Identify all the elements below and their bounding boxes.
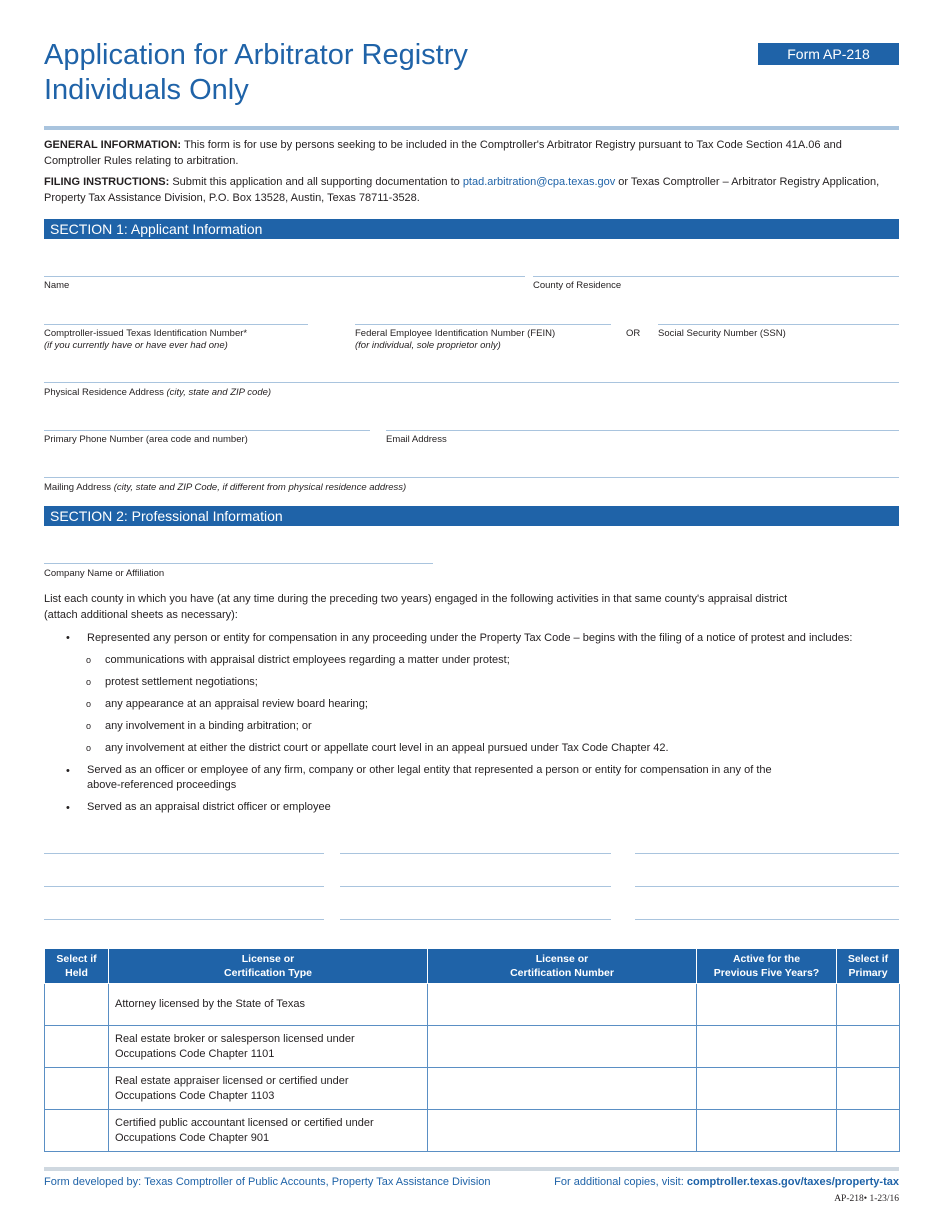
footer-developed-by: Form developed by: Texas Comptroller of Public Accounts, Property Tax Assistance Division [44, 1176, 491, 1188]
county-entry-field[interactable] [340, 853, 611, 854]
license-type-cell [109, 1068, 428, 1110]
select-held-cell[interactable] [45, 984, 109, 1026]
fein-label-group [355, 328, 555, 352]
mailing-address-sublabel: (city, state and ZIP Code, if different from physical residence address) [113, 482, 407, 493]
col-header-primary-line-1: Select if [847, 953, 889, 965]
title-line-2: Individuals Only [44, 74, 249, 106]
col-header-number [428, 949, 697, 984]
bullet-mark-3: • [66, 802, 70, 814]
license-type-line-1: Real estate broker or salesperson licensed under [115, 1032, 355, 1045]
county-entry-field[interactable] [635, 853, 899, 854]
phone-field[interactable] [44, 430, 370, 431]
license-number-cell[interactable] [428, 1110, 697, 1152]
county-entry-field[interactable] [340, 886, 611, 887]
mailing-address-field[interactable] [44, 477, 899, 478]
table-row [45, 984, 900, 1026]
general-information [44, 137, 899, 169]
county-entry-field[interactable] [340, 919, 611, 920]
general-info-text: This form is for use by persons seeking to be included in the Comptroller's Arbitrator Registry pursuant to Tax Code Section 41A.06 and Comptroller Rules relating to arbitration. [44, 139, 842, 167]
select-primary-cell[interactable] [837, 1026, 900, 1068]
county-entry-field[interactable] [44, 853, 324, 854]
license-number-cell[interactable] [428, 1026, 697, 1068]
sub-mark-4: o [86, 721, 92, 731]
select-held-cell[interactable] [45, 1068, 109, 1110]
name-label: Name [44, 280, 70, 291]
bullet-item-1: Represented any person or entity for compensation in any proceeding under the Property Tax Code – begins with the filing of a notice of protest and includes: [87, 632, 853, 644]
bullet-item-2-line-1: Served as an officer or employee of any firm, company or other legal entity that represented a person or entity for compensation in any of the [87, 764, 772, 776]
physical-address-field[interactable] [44, 382, 899, 383]
col-header-active [697, 949, 837, 984]
company-label: Company Name or Affiliation [44, 568, 165, 579]
county-entry-field[interactable] [44, 919, 324, 920]
license-type-cell [109, 984, 428, 1026]
license-type-line-1: Certified public accountant licensed or certified under [115, 1116, 374, 1129]
col-header-select-held-line-2: Held [65, 967, 88, 979]
bullet-mark-1: • [66, 632, 70, 644]
footer-form-code: AP-218• 1-23/16 [834, 1194, 899, 1204]
license-number-cell[interactable] [428, 984, 697, 1026]
county-label: County of Residence [533, 280, 622, 291]
footer-divider [44, 1167, 899, 1171]
county-entry-field[interactable] [635, 886, 899, 887]
general-info-label: GENERAL INFORMATION: [44, 139, 182, 151]
county-entry-field[interactable] [44, 886, 324, 887]
sub-item-1: communications with appraisal district employees regarding a matter under protest; [105, 654, 510, 666]
active-five-years-cell[interactable] [697, 1026, 837, 1068]
select-held-cell[interactable] [45, 1110, 109, 1152]
bullet-item-2 [87, 763, 902, 793]
bullet-mark-2: • [66, 765, 70, 777]
ssn-field[interactable] [658, 324, 899, 325]
select-primary-cell[interactable] [837, 984, 900, 1026]
fein-sublabel: (for individual, sole proprietor only) [355, 340, 501, 351]
col-header-active-line-1: Active for the [732, 953, 801, 965]
email-label: Email Address [386, 434, 447, 445]
license-table [44, 948, 900, 1152]
license-number-cell[interactable] [428, 1068, 697, 1110]
filing-instructions [44, 174, 899, 206]
active-five-years-cell[interactable] [697, 984, 837, 1026]
sub-mark-3: o [86, 699, 92, 709]
sub-item-5: any involvement at either the district court or appellate court level in an appeal pursued under Tax Code Chapter 42. [105, 742, 669, 754]
col-header-primary [837, 949, 900, 984]
tin-field[interactable] [44, 324, 308, 325]
filing-text-before: Submit this application and all supporting documentation to [172, 176, 460, 188]
bullet-item-3: Served as an appraisal district officer or employee [87, 801, 331, 813]
col-header-active-line-2: Previous Five Years? [713, 967, 820, 979]
license-table-header [45, 949, 900, 984]
license-type-line-2: Occupations Code Chapter 1103 [115, 1089, 275, 1102]
table-row [45, 1026, 900, 1068]
form-id-badge: Form AP-218 [758, 43, 899, 65]
physical-address-label-group [44, 387, 271, 399]
sub-mark-2: o [86, 677, 92, 687]
physical-address-sublabel: (city, state and ZIP code) [166, 387, 272, 398]
active-five-years-cell[interactable] [697, 1068, 837, 1110]
counties-intro [44, 591, 899, 623]
select-primary-cell[interactable] [837, 1068, 900, 1110]
col-header-type-line-2: Certification Type [224, 967, 312, 979]
phone-label: Primary Phone Number (area code and number) [44, 434, 248, 445]
sub-item-2: protest settlement negotiations; [105, 676, 258, 688]
col-header-number-line-2: Certification Number [510, 967, 614, 979]
mailing-address-label-group [44, 482, 406, 494]
select-held-cell[interactable] [45, 1026, 109, 1068]
license-type-line-2: Occupations Code Chapter 1101 [115, 1047, 275, 1060]
physical-address-label: Physical Residence Address [44, 387, 164, 398]
select-primary-cell[interactable] [837, 1110, 900, 1152]
license-type-line-1: Real estate appraiser licensed or certified under [115, 1074, 349, 1087]
active-five-years-cell[interactable] [697, 1110, 837, 1152]
counties-intro-line-2: (attach additional sheets as necessary): [44, 609, 238, 621]
footer-copies-prefix: For additional copies, visit: [554, 1176, 684, 1188]
title-line-1: Application for Arbitrator Registry [44, 39, 468, 71]
header-divider [44, 126, 899, 130]
tin-label: Comptroller-issued Texas Identification Number* [44, 328, 248, 339]
filing-email-link[interactable]: ptad.arbitration@cpa.texas.gov [462, 176, 616, 188]
license-type-cell [109, 1026, 428, 1068]
license-type-line-1: Attorney licensed by the State of Texas [115, 998, 305, 1010]
col-header-select-held [45, 949, 109, 984]
mailing-address-label: Mailing Address [44, 482, 112, 493]
col-header-number-line-1: License or [535, 953, 589, 965]
fein-label: Federal Employee Identification Number (FEIN) [355, 328, 556, 339]
form-title [44, 38, 468, 108]
name-field[interactable] [44, 276, 525, 277]
tin-sublabel: (if you currently have or have ever had one) [44, 340, 228, 351]
table-row [45, 1110, 900, 1152]
filing-text-after: or Texas Comptroller – Arbitrator Registry Application, Property Tax Assistance Division, P.O. Box 13528, Austin, Texas 78711-3528. [44, 176, 880, 204]
col-header-select-held-line-1: Select if [56, 953, 97, 965]
email-field[interactable] [386, 430, 899, 431]
company-field[interactable] [44, 563, 433, 564]
col-header-type [109, 949, 428, 984]
county-entry-field[interactable] [635, 919, 899, 920]
col-header-type-line-1: License or [241, 953, 295, 965]
sub-mark-5: o [86, 743, 92, 753]
section-1-header: SECTION 1: Applicant Information [44, 219, 899, 239]
sub-mark-1: o [86, 655, 92, 665]
counties-intro-line-1: List each county in which you have (at any time during the preceding two years) engaged in the following activities in that same county's appraisal district [44, 593, 788, 605]
footer-copies-link[interactable]: comptroller.texas.gov/taxes/property-tax [686, 1176, 899, 1188]
sub-item-3: any appearance at an appraisal review board hearing; [105, 698, 368, 710]
license-type-cell [109, 1110, 428, 1152]
sub-item-4: any involvement in a binding arbitration; or [105, 720, 312, 732]
footer-copies [554, 1175, 899, 1189]
tin-label-group [44, 328, 247, 352]
fein-field[interactable] [355, 324, 611, 325]
or-label: OR [626, 328, 641, 339]
filing-label: FILING INSTRUCTIONS: [44, 176, 170, 188]
table-row [45, 1068, 900, 1110]
license-type-line-2: Occupations Code Chapter 901 [115, 1131, 270, 1144]
ssn-label: Social Security Number (SSN) [658, 328, 786, 339]
county-field[interactable] [533, 276, 899, 277]
section-2-header: SECTION 2: Professional Information [44, 506, 899, 526]
bullet-item-2-line-2: above-referenced proceedings [87, 779, 237, 791]
col-header-primary-line-2: Primary [848, 967, 888, 979]
